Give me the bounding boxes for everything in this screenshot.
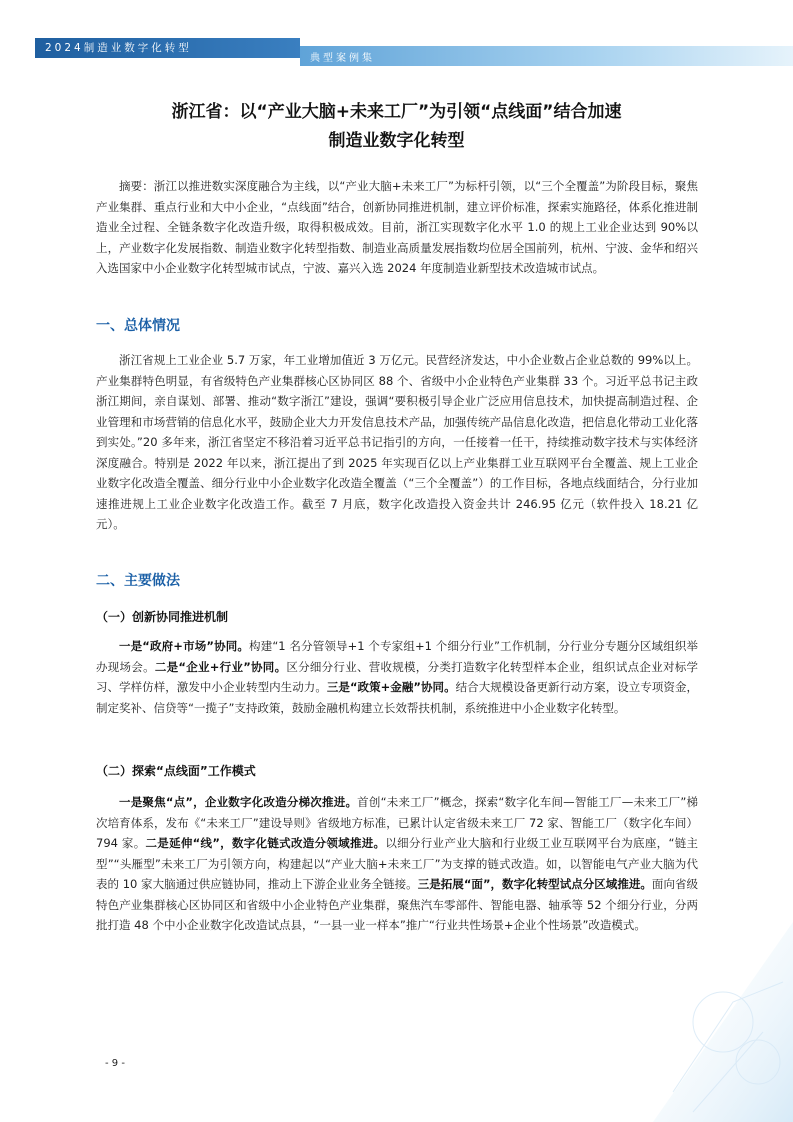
subsection1-heading: （一）创新协同推进机制 (96, 610, 229, 624)
sub2-point3-text: 面向省级特色产业集群核心区协同区和省级中小企业特色产业集群，聚焦汽车零部件、智能电器、轴承等 52 个细分行业，分两批打造 48 个中小企业数字化改造试点县，“一县一业一样本”推广“行业共性场景+企业个性场景”改造模式。 (96, 877, 699, 932)
sub1-point2-bold: 二是“企业+行业”协同。 (154, 659, 287, 674)
sub2-point1-bold: 一是聚焦“点”，企业数字化改造分梯次推进。 (119, 795, 358, 809)
sub2-point1-text: 首创“未来工厂”概念，探索“数字化车间—智能工厂—未来工厂”梯次培育体系，发布《“未来工厂”建设导则》省级地方标准，已累计认定省级未来工厂 72 家、智能工厂（数字化车间）794 家。 (96, 795, 698, 850)
header-collection-title: 典型案例集 (310, 53, 375, 64)
sub2-point3-bold: 三是拓展“面”，数字化转型试点分区域推进。 (417, 877, 652, 891)
page-number: - 9 - (105, 1058, 125, 1069)
sub1-point2-text: 区分细分行业、营收规模，分类打造数字化转型样本企业，组织试点企业对标学习、学样仿样，激发中小企业转型内生动力。 (96, 659, 698, 694)
sub1-point1-text: 构建“1 名分管领导+1 个专家组+1 个细分行业”工作机制，分行业分专题分区域组织举办现场会。 (96, 639, 698, 674)
sub1-point3-text: 结合大规模设备更新行动方案，设立专项资金，制定奖补、信贷等“一揽子”支持政策，鼓励金融机构建立长效帮扶机制，系统推进中小企业数字化转型。 (96, 680, 698, 715)
sub2-point2-text: 以细分行业产业大脑和行业级工业互联网平台为底座，“链主型”“头雁型”未来工厂为引领方向，构建起以“产业大脑+未来工厂”为支撑的链式改造。如，以智能电气产业大脑为代表的 10 家大脑通过供应链协同，推动上下游企业业务全链接。 (96, 836, 698, 891)
section1-body: 浙江省规上工业企业 5.7 万家，年工业增加值近 3 万亿元。民营经济发达，中小企业数占企业总数的 99%以上。产业集群特色明显，有省级特色产业集群核心区协同区 88 个、省级中小企业特色产业集群 33 个。习近平总书记主政浙江期间，亲自谋划、部署、推动“数字浙江”建设，强调“要积极引导企业广泛应用信息技术，加快提高制造过程、企业管理和市场营销的信息化水平，鼓励企业大力开发信息技术产品，加强传统产品信息化改造，把信息化带动工业化落到实处。”20 多年来，浙江省坚定不移沿着习近平总书记指引的方向，一任接着一任干，持续推动数字技术与实体经济深度融合。特别是 2022 年以来，浙江提出了到 2025 年实现百亿以上产业集群工业互联网平台全覆盖、规上工业企业数字化改造全覆盖、细分行业中小企业数字化改造全覆盖（“三个全覆盖”）的工作目标，各地点线面结合，分行业加速推进规上工业企业数字化改造工作。截至 7 月底，数字化改造投入资金共计 246.95 亿元（软件投入 18.21 亿元）。 (96, 353, 698, 531)
sub2-point2-bold: 二是延伸“线”，数字化链式改造分领域推进。 (145, 836, 386, 850)
section1-heading: 一、总体情况 (96, 318, 180, 334)
page-title-line1: 浙江省：以“产业大脑+未来工厂”为引领“点线面”结合加速 (171, 102, 622, 122)
section2-heading: 二、主要做法 (96, 573, 180, 589)
page-title-line2: 制造业数字化转型 (328, 131, 465, 151)
subsection1-body (96, 636, 698, 718)
sub1-point1-bold: 一是“政府+市场”协同。 (119, 639, 250, 653)
decorative-corner-graphic (533, 862, 793, 1122)
header-series-title: 2024制造业数字化转型 (45, 42, 192, 54)
sub1-point3-bold: 三是“政策+金融”协同。 (326, 680, 456, 694)
subsection2-heading: （二）探索“点线面”工作模式 (96, 764, 256, 778)
abstract: 摘要：浙江以推进数实深度融合为主线，以“产业大脑+未来工厂”为标杆引领，以“三个全覆盖”为阶段目标，聚焦产业集群、重点行业和大中小企业，“点线面”结合，创新协同推进机制，建立评价标准，探索实施路径，体系化推进制造业全过程、全链条数字化改造升级，取得积极成效。目前，浙江实现数字化水平 1.0 的规上工业企业达到 90%以上，产业数字化发展指数、制造业数字化转型指数、制造业高质量发展指数均位居全国前列，杭州、宁波、金华和绍兴入选国家中小企业数字化转型城市试点，宁波、嘉兴入选 2024 年度制造业新型技术改造城市试点。 (96, 179, 698, 275)
